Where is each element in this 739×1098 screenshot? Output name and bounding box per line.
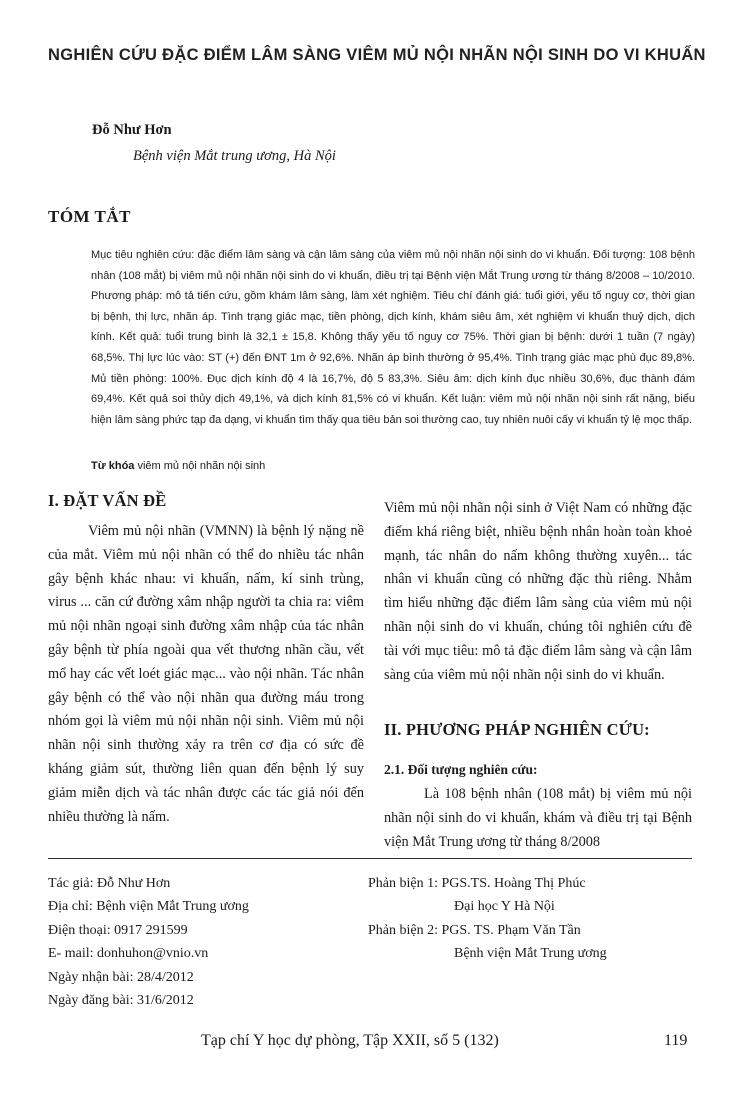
reviewer-1-org: Đại học Y Hà Nội [454, 899, 555, 915]
author-info-block [48, 872, 249, 1012]
info-email: E- mail: donhuhon@vnio.vn [48, 946, 209, 962]
info-address: Địa chỉ: Bệnh viện Mắt Trung ương [48, 899, 249, 915]
introduction-paragraph-2: Viêm mủ nội nhãn nội sinh ở Việt Nam có những đặc điểm khá riêng biệt, nhiều bệnh nhân hoàn toàn khoẻ mạnh, tác nhân do nấm không thường xuyên... tác nhân vi khuẩn cũng có những đặc thù riêng. Nhằm tìm hiểu những đặc điểm lâm sàng của viêm mủ nội nhãn nội sinh do vi khuẩn, chúng tôi nghiên cứu đề tài với mục tiêu: mô tả đặc điểm lâm sàng và cận lâm sàng của viêm mủ nội nhãn nội sinh do vi khuẩn. [384, 500, 692, 683]
reviewer-2-org: Bệnh viện Mắt Trung ương [454, 946, 607, 962]
subsection-heading-subjects: 2.1. Đối tượng nghiên cứu: [384, 762, 538, 777]
methods-paragraph: Là 108 bệnh nhân (108 mắt) bị viêm mủ nội nhãn nội sinh do vi khuẩn, khám và điều trị tại Bệnh viện Mắt Trung ương từ tháng 8/2008 [384, 786, 692, 850]
keywords-value: viêm mủ nội nhãn nội sinh [137, 460, 266, 472]
methods-column [384, 783, 692, 854]
reviewer-info-block [368, 872, 607, 966]
journal-citation: Tạp chí Y học dự phòng, Tập XXII, số 5 (132) [201, 1032, 499, 1049]
abstract-heading: TÓM TẮT [48, 207, 132, 226]
author-name: Đỗ Như Hơn [92, 122, 172, 138]
author-affiliation: Bệnh viện Mắt trung ương, Hà Nội [133, 148, 336, 164]
keywords-label: Từ khóa [91, 460, 135, 472]
reviewer-1: Phản biện 1: PGS.TS. Hoàng Thị Phúc [368, 876, 586, 891]
footnote-divider [48, 858, 692, 859]
info-phone: Điện thoại: 0917 291599 [48, 922, 188, 938]
article-title: NGHIÊN CỨU ĐẶC ĐIỂM LÂM SÀNG VIÊM MỦ NỘI NHÃN NỘI SINH DO VI KHUẨN [48, 46, 706, 64]
info-accepted-date: Ngày đăng bài: 31/6/2012 [48, 993, 194, 1009]
info-author: Tác giả: Đỗ Như Hơn [48, 876, 171, 891]
page-number: 119 [664, 1032, 688, 1049]
keywords [91, 457, 695, 475]
introduction-column [48, 520, 364, 829]
info-received-date: Ngày nhận bài: 28/4/2012 [48, 969, 194, 985]
abstract-text: Mục tiêu nghiên cứu: đặc điểm lâm sàng và cận lâm sàng của viêm mủ nội nhãn nội sinh do vi khuẩn. Đối tượng: 108 bệnh nhân (108 mắt) bị viêm mủ nội nhãn nội sinh do vi khuẩn, điều trị tại Bệnh viện Mắt Trung ương từ tháng 8/2008 – 10/2010. Phương pháp: mô tả tiến cứu, gồm khám lâm sàng, làm xét nghiệm. Tiêu chí đánh giá: tuổi giới, yếu tố nguy cơ, thời gian bị bệnh, thị lực, nhãn áp. Tình trạng giác mạc, tiền phòng, dịch kính, khám siêu âm, xét nghiệm vi khuẩn thuỷ dịch, dịch kính. Kết quả: tuổi trung bình là 32,1 ± 15,8. Không thấy yếu tố nguy cơ 75%. Thời gian bị bệnh: dưới 1 tuần (7 ngày) 68,5%. Thị lực lúc vào: ST (+) đến ĐNT 1m ở 92,6%. Nhãn áp bình thường ở 95,4%. Tình trạng giác mạc phù đục 89,8%. Mủ tiền phòng: 100%. Đục dịch kính độ 4 là 16,7%, độ 5 83,3%. Siêu âm: dịch kính đục nhiều 30,6%, đục thành đám 69,4%. Kết quả soi thủy dịch 49,1%, và dịch kính 81,5% có vi khuẩn. Kết luận: viêm mủ nội nhãn nội sinh rất nặng, biểu hiện lâm sàng phức tạp đa dạng, vi khuẩn tìm thấy qua tiêu bản soi thường cao, tuy nhiên nuôi cấy vi khuẩn tỷ lệ mọc thấp. [91, 249, 695, 426]
introduction-continued-column [384, 497, 692, 687]
section-heading-introduction: I. ĐẶT VẤN ĐỀ [48, 491, 167, 510]
introduction-paragraph: Viêm mủ nội nhãn (VMNN) là bệnh lý nặng nề của mắt. Viêm mủ nội nhãn có thể do nhiều tác nhân gây bệnh khác nhau: vi khuẩn, nấm, kí sinh trùng, virus ... căn cứ đường xâm nhập người ta chia ra: viêm mủ nội nhãn ngoại sinh đường xâm nhập của tác nhân gây bệnh từ phía ngoài qua vết thương nhãn cầu, vết mổ hay các vết loét giác mạc... vào nội nhãn. Tác nhân gây bệnh có thể vào nội nhãn qua đường máu trong nhóm gọi là viêm mủ nội nhãn nội sinh. Viêm mủ nội nhãn nội sinh thường xảy ra trên cơ địa có sức đề kháng giảm sút, thường liên quan đến bệnh lý suy giảm miễn dịch và tác nhân được các tác giả nói đến nhiều thường là nấm. [48, 523, 364, 825]
section-heading-methods: II. PHƯƠNG PHÁP NGHIÊN CỨU: [384, 720, 650, 739]
reviewer-2: Phản biện 2: PGS. TS. Phạm Văn Tần [368, 922, 581, 938]
